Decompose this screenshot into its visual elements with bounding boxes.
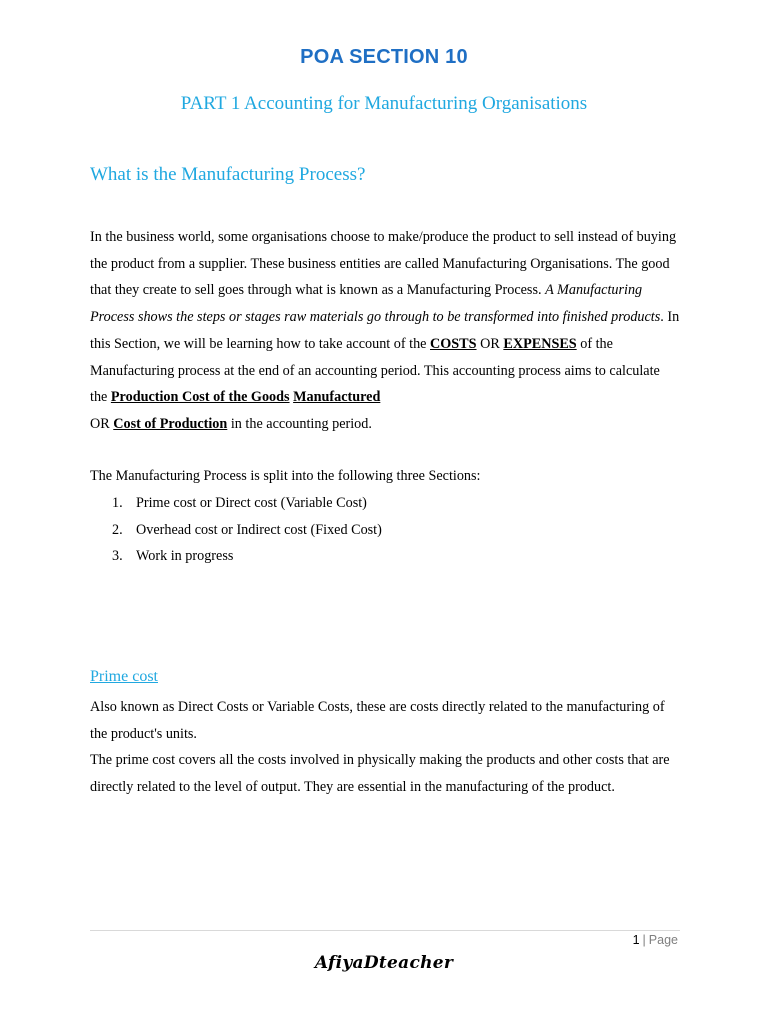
prime-cost-body [90, 694, 680, 801]
document-title: POA SECTION 10 [300, 46, 468, 68]
manufactured-keyword: Manufactured [293, 389, 381, 406]
prime-cost-paragraph-1: Also known as Direct Costs or Variable Costs, these are costs directly related to the manufacturing of the product's units. [90, 699, 665, 742]
production-cost-keyword: Production Cost of the Goods [110, 389, 290, 406]
footer-divider [90, 930, 680, 931]
expenses-keyword: EXPENSES [503, 335, 577, 352]
costs-keyword: COSTS [430, 335, 477, 352]
list-item: 1. Prime cost or Direct cost (Variable Cost) [112, 495, 367, 511]
page-number: 1 | Page [632, 933, 678, 947]
cost-of-production-keyword: Cost of Production [113, 415, 228, 432]
section-heading: What is the Manufacturing Process? [90, 164, 366, 185]
list-item: 2. Overhead cost or Indirect cost (Fixed Cost) [112, 521, 382, 538]
intro-paragraph: In the business world, some organisations choose to make/produce the product to sell instead of buying the product from a supplier. These business entities are called Manufacturing Organisations. The good that they create to sell goes through what is known as a Manufacturing Process. A Manufacturing Process shows the steps or stages raw materials go through to be transformed into finished products. In this Section, we will be learning how to take account of the COSTS OR EXPENSES of the Manufacturing process at the end of an accounting period. This accounting process aims to calculate the Production Cost of the Goods Manufactured OR Cost of Production in the accounting period. [90, 229, 680, 432]
definition-italic: A Manufacturing Process shows the steps or stages raw materials go through to be transformed into finished products [90, 282, 661, 326]
document-subtitle: PART 1 Accounting for Manufacturing Organisations [180, 93, 588, 114]
sections-list [112, 490, 382, 570]
sections-intro: The Manufacturing Process is split into the following three Sections: [90, 468, 481, 484]
list-item: 3. Work in progress [112, 548, 234, 565]
author-signature: AfiyaDteacher [314, 953, 454, 973]
prime-cost-paragraph-2: The prime cost covers all the costs involved in physically making the products and other costs that are directly related to the level of output. They are essential in the manufacturing of the product. [90, 752, 670, 796]
prime-cost-heading: Prime cost [90, 668, 158, 685]
